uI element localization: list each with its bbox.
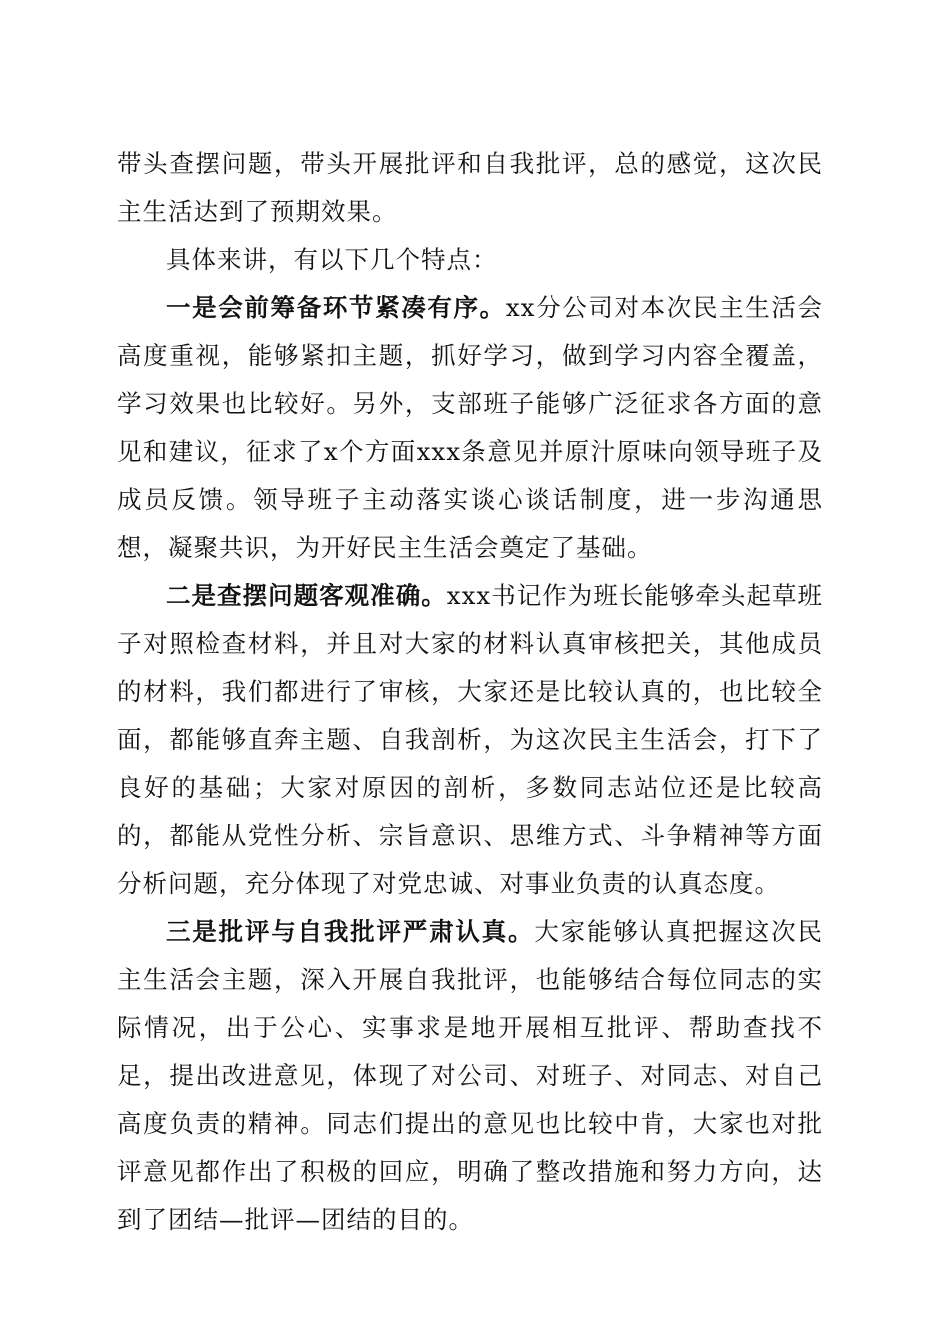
paragraph-point-1 (117, 284, 823, 572)
paragraph-text: xxx书记作为班长能够牵头起草班子对照检查材料，并且对大家的材料认真审核把关，其他成员的材料，我们都进行了审核，大家还是比较认真的，也比较全面，都能够直奔主题、自我剖析，为这次民主生活会，打下了良好的基础；大家对原因的剖析，多数同志站位还是比较高的，都能从党性分析、宗旨意识、思维方式、斗争精神等方面分析问题，充分体现了对党忠诚、对事业负责的认真态度。 (117, 581, 823, 898)
paragraph-continuation (117, 140, 823, 236)
document-body (117, 140, 823, 1244)
paragraph-point-2 (117, 572, 823, 908)
paragraph-lead: 二是查摆问题客观准确。 (166, 581, 447, 610)
paragraph-point-3 (117, 908, 823, 1244)
paragraph-text: 大家能够认真把握这次民主生活会主题，深入开展自我批评，也能够结合每位同志的实际情况，出于公心、实事求是地开展相互批评、帮助查找不足，提出改进意见，体现了对公司、对班子、对同志、对自己高度负责的精神。同志们提出的意见也比较中肯，大家也对批评意见都作出了积极的回应，明确了整改措施和努力方向，达到了团结—批评—团结的目的。 (117, 917, 823, 1234)
paragraph-text: 带头查摆问题，带头开展批评和自我批评，总的感觉，这次民主生活达到了预期效果。 (117, 149, 823, 226)
paragraph-lead: 三是批评与自我批评严肃认真。 (166, 917, 535, 946)
paragraph-text: 具体来讲，有以下几个特点： (166, 245, 498, 274)
paragraph-lead: 一是会前筹备环节紧凑有序。 (166, 293, 506, 322)
paragraph-text: xx分公司对本次民主生活会高度重视，能够紧扣主题，抓好学习，做到学习内容全覆盖，学习效果也比较好。另外，支部班子能够广泛征求各方面的意见和建议，征求了x个方面xxx条意见并原汁原味向领导班子及成员反馈。领导班子主动落实谈心谈话制度，进一步沟通思想，凝聚共识，为开好民主生活会奠定了基础。 (117, 293, 824, 562)
paragraph-intro (117, 236, 823, 284)
